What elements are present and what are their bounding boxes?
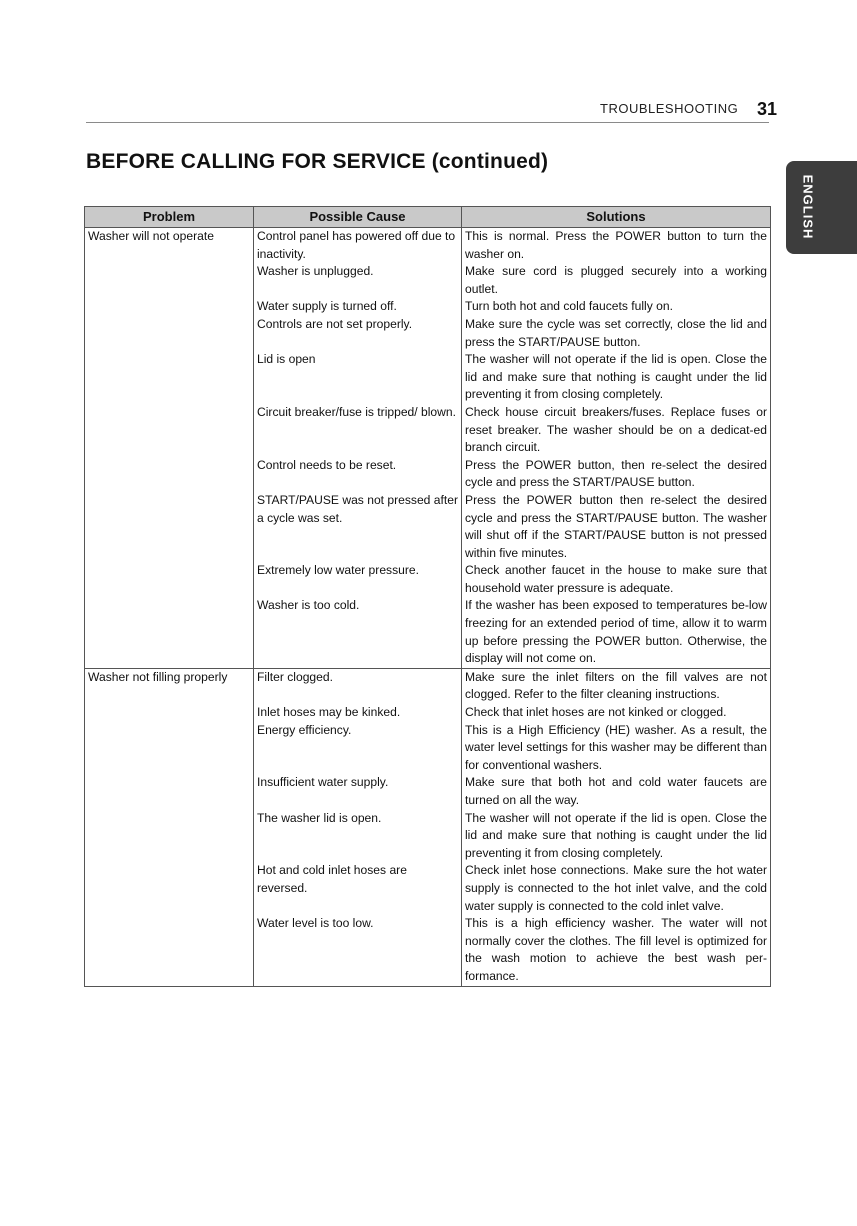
solution-cell: This is normal. Press the POWER button to turn the washer on. <box>462 228 771 264</box>
page-number: 31 <box>757 99 778 119</box>
cause-cell: Circuit breaker/fuse is tripped/ blown. <box>254 404 462 457</box>
cause-cell: Water supply is turned off. <box>254 298 462 316</box>
problem-cell: Washer will not operate <box>85 228 254 669</box>
solution-cell: Check that inlet hoses are not kinked or clogged. <box>462 704 771 722</box>
solution-cell: Make sure that both hot and cold water faucets are turned on all the way. <box>462 774 771 809</box>
solution-cell: The washer will not operate if the lid is open. Close the lid and make sure that nothing is caught under the lid preventing it from closing completely. <box>462 810 771 863</box>
table-header-row <box>85 207 771 228</box>
cause-cell: Inlet hoses may be kinked. <box>254 704 462 722</box>
solution-cell: Press the POWER button, then re-select the desired cycle and press the START/PAUSE button. <box>462 457 771 492</box>
cause-cell: Lid is open <box>254 351 462 404</box>
cause-cell: The washer lid is open. <box>254 810 462 863</box>
cause-cell: Washer is unplugged. <box>254 263 462 298</box>
cause-cell: Controls are not set properly. <box>254 316 462 351</box>
cause-cell: Energy efficiency. <box>254 722 462 775</box>
solution-cell: Check house circuit breakers/fuses. Replace fuses or reset breaker. The washer should be on a dedicat-ed branch circuit. <box>462 404 771 457</box>
cause-cell: Water level is too low. <box>254 915 462 986</box>
solution-cell: Press the POWER button then re-select the desired cycle and press the START/PAUSE button. The washer will shut off if the START/PAUSE button is not pressed within five minutes. <box>462 492 771 562</box>
solution-cell: Make sure the inlet filters on the fill valves are not clogged. Refer to the filter cleaning instructions. <box>462 668 771 704</box>
cause-cell: Washer is too cold. <box>254 597 462 668</box>
cause-cell: START/PAUSE was not pressed after a cycle was set. <box>254 492 462 562</box>
cause-cell: Control needs to be reset. <box>254 457 462 492</box>
solution-cell: This is a High Efficiency (HE) washer. As a result, the water level settings for this washer may be different than for conventional washers. <box>462 722 771 775</box>
solution-cell: Make sure the cycle was set correctly, close the lid and press the START/PAUSE button. <box>462 316 771 351</box>
solution-cell: Check inlet hose connections. Make sure the hot water supply is connected to the hot inlet valve, and the cold water supply is connected to the cold inlet valve. <box>462 862 771 915</box>
solution-cell: Turn both hot and cold faucets fully on. <box>462 298 771 316</box>
column-header-solutions: Solutions <box>462 207 771 228</box>
table-body <box>85 228 771 987</box>
language-tab <box>786 161 857 254</box>
cause-cell: Control panel has powered off due to inactivity. <box>254 228 462 264</box>
column-header-cause: Possible Cause <box>254 207 462 228</box>
solution-cell: Make sure cord is plugged securely into a working outlet. <box>462 263 771 298</box>
cause-cell: Extremely low water pressure. <box>254 562 462 597</box>
solution-cell: This is a high efficiency washer. The water will not normally cover the clothes. The fill level is optimized for the wash motion to achieve the best wash per-formance. <box>462 915 771 986</box>
table-row <box>85 228 771 264</box>
cause-cell: Insufficient water supply. <box>254 774 462 809</box>
solution-cell: Check another faucet in the house to make sure that household water pressure is adequate. <box>462 562 771 597</box>
header-divider <box>86 122 769 123</box>
solution-cell: The washer will not operate if the lid is open. Close the lid and make sure that nothing is caught under the lid preventing it from closing completely. <box>462 351 771 404</box>
column-header-problem: Problem <box>85 207 254 228</box>
solution-cell: If the washer has been exposed to temperatures be-low freezing for an extended period of time, allow it to warm up before pressing the POWER button. Otherwise, the display will not come on. <box>462 597 771 668</box>
page-title: BEFORE CALLING FOR SERVICE (continued) <box>86 150 549 173</box>
troubleshooting-table <box>84 206 771 987</box>
section-header: TROUBLESHOOTING <box>600 101 739 116</box>
table-row <box>85 668 771 704</box>
language-tab-label: ENGLISH <box>800 174 816 240</box>
cause-cell: Filter clogged. <box>254 668 462 704</box>
problem-cell: Washer not filling properly <box>85 668 254 986</box>
cause-cell: Hot and cold inlet hoses are reversed. <box>254 862 462 915</box>
